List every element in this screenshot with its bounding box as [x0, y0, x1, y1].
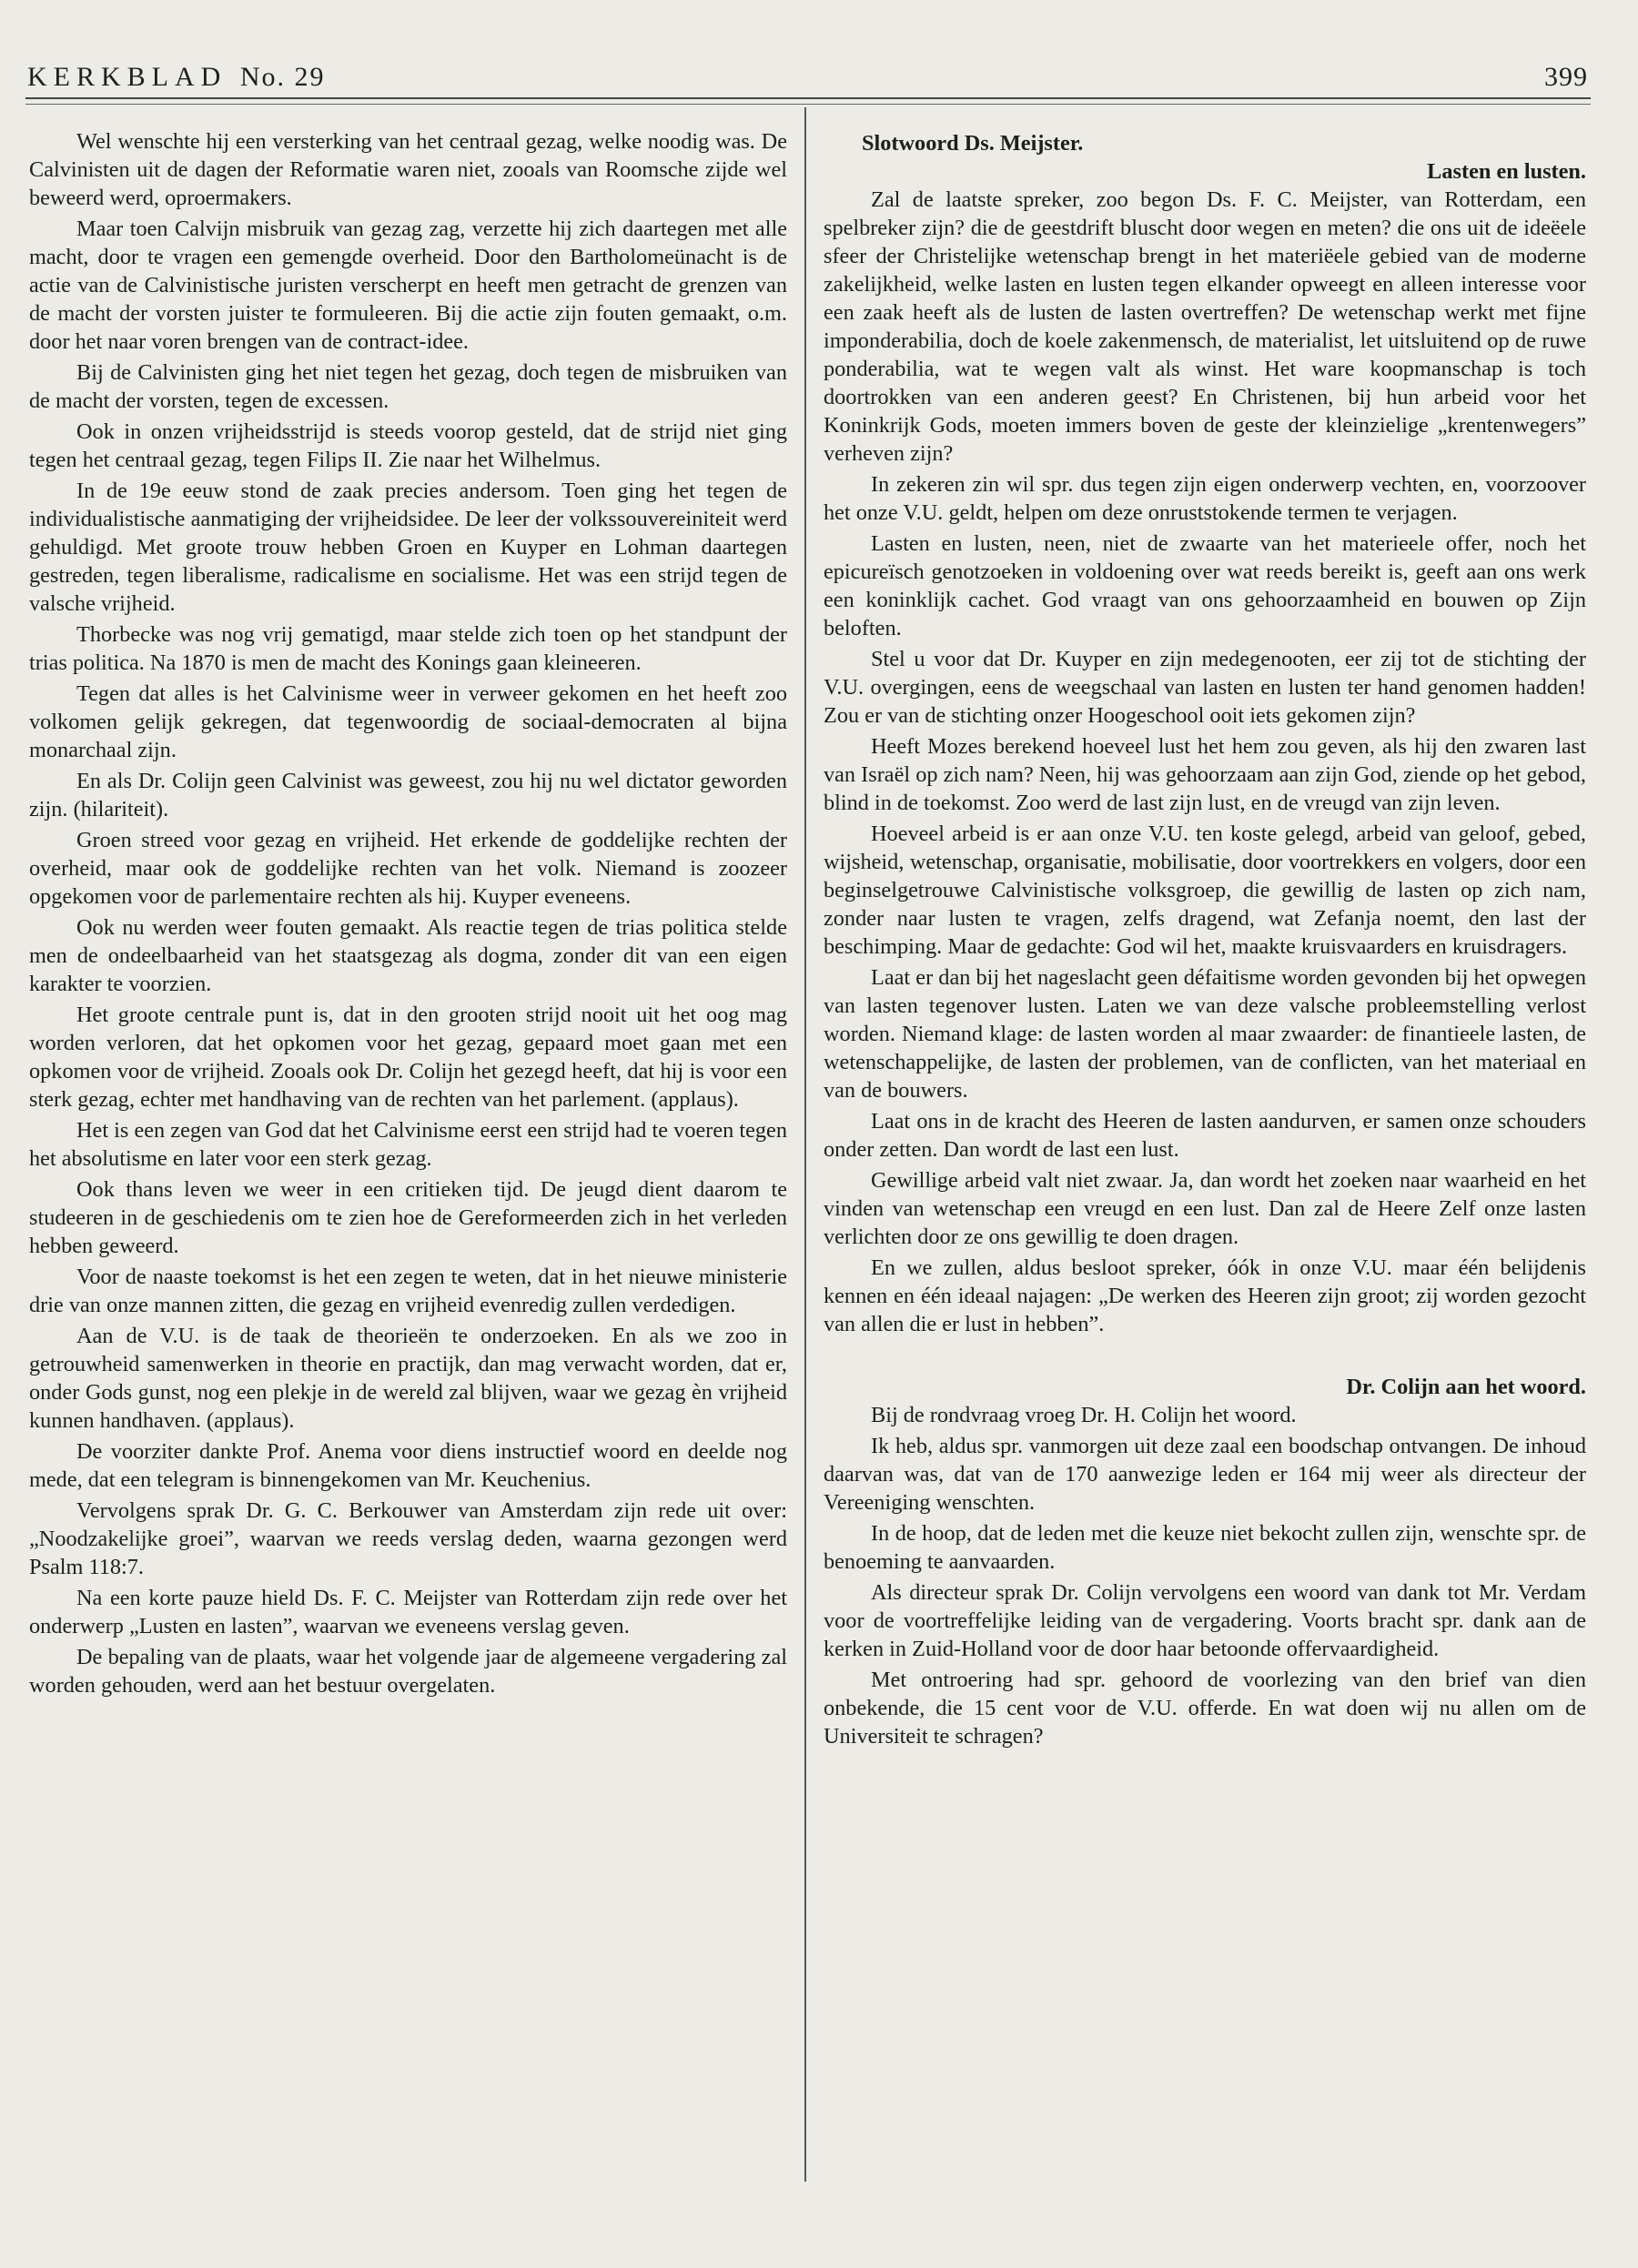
paragraph: In zekeren zin wil spr. dus tegen zijn eigen onderwerp vechten, en, voorzoover het onze V.U. geldt, helpen om deze onruststokende termen te verjagen.	[824, 472, 1586, 525]
issue-number: No. 29	[239, 62, 326, 92]
right-column	[824, 129, 1586, 1753]
paragraph: Stel u voor dat Dr. Kuyper en zijn medegenooten, eer zij tot de stichting der V.U. overgingen, eens de weegschaal van lasten en lusten ter hand genomen hadden! Zou er van de stichting onzer Hoogeschool ooit iets gekomen zijn?	[824, 647, 1586, 728]
paragraph: Na een korte pauze hield Ds. F. C. Meijster van Rotterdam zijn rede over het onderwerp „Lusten en lasten”, waarvan we eveneens verslag geven.	[29, 1586, 787, 1638]
publication-title: KERKBLAD	[27, 62, 228, 92]
paragraph: Zal de laatste spreker, zoo begon Ds. F. C. Meijster, van Rotterdam, een spelbreker zijn? die de geestdrift bluscht door wegen en meten? die ons uit de ideëele sfeer der Christelijke wetenschap brengt in het materiëele gebied van de moderne zakelijkheid, welke lasten en lusten tegen elkander opweegt en alleen interesse voor een zaak heeft als de lusten de lasten overtreffen? De wetenschap werkt met fijne imponderabilia, doch de koele zakenmensch, de materialist, let uitsluitend op de ruwe ponderabilia, wat te wegen valt als winst. Het ware koopmanschap is toch doortrokken van een anderen geest? En Christenen, bij hun arbeid voor het Koninkrijk Gods, moeten immers boven de geste der kleinzielige „krentenwegers” verheven zijn?	[824, 187, 1586, 466]
paragraph: In de 19e eeuw stond de zaak precies andersom. Toen ging het tegen de individualistische aanmatiging der vrijheidsidee. De leer der volkssouvereiniteit werd gehuldigd. Met groote trouw hebben Groen en Kuyper en Lohman daartegen gestreden, tegen liberalisme, radicalisme en socialisme. Het was een strijd tegen de valsche vrijheid.	[29, 479, 787, 616]
paragraph: Als directeur sprak Dr. Colijn vervolgens een woord van dank tot Mr. Verdam voor de voortreffelijke leiding van de vergadering. Voorts bracht spr. dank aan de kerken in Zuid-Holland voor de door haar betoonde offervaardigheid.	[824, 1580, 1586, 1661]
paragraph: Het groote centrale punt is, dat in den grooten strijd nooit uit het oog mag worden verloren, dat het opkomen voor het gezag, gepaard moet gaan met een opkomen voor de vrijheid. Zooals ook Dr. Colijn het gezegd heeft, dat hij is voor een sterk gezag, echter met handhaving van de rechten van het parlement. (applaus).	[29, 1003, 787, 1112]
section-heading-slotwoord: Slotwoord Ds. Meijster.	[862, 131, 1084, 156]
paragraph: De bepaling van de plaats, waar het volgende jaar de algemeene vergadering zal worden gehouden, werd aan het bestuur overgelaten.	[29, 1645, 787, 1698]
paragraph: De voorziter dankte Prof. Anema voor diens instructief woord en deelde nog mede, dat een telegram is binnengekomen van Mr. Keuchenius.	[29, 1439, 787, 1492]
paragraph: Bij de Calvinisten ging het niet tegen het gezag, doch tegen de misbruiken van de macht der vorsten, tegen de excessen.	[29, 360, 787, 413]
paragraph: Heeft Mozes berekend hoeveel lust het hem zou geven, als hij den zwaren last van Israël op zich nam? Neen, hij was gehoorzaam aan zijn God, ziende op het gebod, blind in de toekomst. Zoo werd de last zijn lust, en de vreugd van zijn leven.	[824, 734, 1586, 815]
paragraph: Ik heb, aldus spr. vanmorgen uit deze zaal een boodschap ontvangen. De inhoud daarvan was, dat van de 170 aanwezige leden er 164 mij weer als directeur der Vereeniging wenschten.	[824, 1434, 1586, 1515]
paragraph: Vervolgens sprak Dr. G. C. Berkouwer van Amsterdam zijn rede uit over: „Noodzakelijke groei”, waarvan we reeds verslag deden, waarna gezongen werd Psalm 118:7.	[29, 1498, 787, 1579]
paragraph: Laat er dan bij het nageslacht geen défaitisme worden gevonden bij het opwegen van lasten tegenover lusten. Laten we van deze valsche probleemstelling verlost worden. Niemand klage: de lasten worden al maar zwaarder: de finantieele lasten, de wetenschappelijke, de lasten der problemen, van de conflicten, van het materiaal en van de bouwers.	[824, 965, 1586, 1103]
paragraph: Met ontroering had spr. gehoord de voorlezing van den brief van dien onbekende, die 15 cent voor de V.U. offerde. En wat doen wij nu allen om de Universiteit te schragen?	[824, 1668, 1586, 1749]
paragraph: In de hoop, dat de leden met die keuze niet bekocht zullen zijn, wenschte spr. de benoeming te aanvaarden.	[824, 1521, 1586, 1574]
paragraph: Voor de naaste toekomst is het een zegen te weten, dat in het nieuwe ministerie drie van onze mannen zitten, die gezag en vrijheid evenredig zullen verdedigen.	[29, 1265, 787, 1317]
page-header	[27, 62, 1588, 98]
running-head	[27, 62, 326, 93]
paragraph: Lasten en lusten, neen, niet de zwaarte van het materieele offer, noch het epicureïsch genotzoeken in voldoening over wat reeds bereikt is, geeft aan ons werk een koninklijk cachet. God vraagt van ons gehoorzaamheid en bouwen op Zijn beloften.	[824, 531, 1586, 640]
paragraph: Groen streed voor gezag en vrijheid. Het erkende de goddelijke rechten der overheid, maar ook de goddelijke rechten van het volk. Niemand is zoozeer opgekomen voor de parlementaire rechten als hij. Kuyper eveneens.	[29, 828, 787, 909]
paragraph: En als Dr. Colijn geen Calvinist was geweest, zou hij nu wel dictator geworden zijn. (hilariteit).	[29, 769, 787, 822]
left-column	[29, 127, 787, 1702]
paragraph: En we zullen, aldus besloot spreker, óók in onze V.U. maar één belijdenis kennen en één ideaal najagen: „De werken des Heeren zijn groot; zij worden gezocht van allen die er lust in hebben”.	[824, 1255, 1586, 1336]
paragraph: Ook in onzen vrijheidsstrijd is steeds voorop gesteld, dat de strijd niet ging tegen het centraal gezag, tegen Filips II. Zie naar het Wilhelmus.	[29, 419, 787, 472]
page-number: 399	[1544, 62, 1588, 92]
paragraph: Maar toen Calvijn misbruik van gezag zag, verzette hij zich daartegen met alle macht, door te vragen een gemengde overheid. Door den Bartholomeünacht is de actie van de Calvinistische juristen verscherpt en heeft men getracht de grenzen van de macht der vorsten juister te formuleeren. Bij die actie zijn fouten gemaakt, o.m. door het naar voren brengen van de contract-idee.	[29, 217, 787, 354]
section-subheading-lasten: Lasten en lusten.	[1427, 159, 1586, 184]
column-divider	[804, 107, 806, 2182]
paragraph: Wel wenschte hij een versterking van het centraal gezag, welke noodig was. De Calvinisten uit de dagen der Reformatie waren niet, zooals van Roomsche zijde wel beweerd werd, oproermakers.	[29, 129, 787, 210]
paragraph: Gewillige arbeid valt niet zwaar. Ja, dan wordt het zoeken naar waarheid en het vinden van wetenschap een vreugd en een lust. Dan zal de Heere Zelf onze lasten verlichten door ze ons gewillig te doen dragen.	[824, 1168, 1586, 1249]
paragraph: Thorbecke was nog vrij gematigd, maar stelde zich toen op het standpunt der trias politica. Na 1870 is men de macht des Konings gaan kleineeren.	[29, 622, 787, 675]
paragraph: Aan de V.U. is de taak de theorieën te onderzoeken. En als we zoo in getrouwheid samenwerken in theorie en practijk, dan mag verwacht worden, dat er, onder Gods gunst, nog een plekje in de wereld zal blijven, waar we gezag èn vrijheid kunnen handhaven. (applaus).	[29, 1324, 787, 1433]
paragraph: Hoeveel arbeid is er aan onze V.U. ten koste gelegd, arbeid van geloof, gebed, wijsheid, wetenschap, organisatie, mobilisatie, door voortrekkers en volgers, door een beginselgetrouwe Calvinistische volksgroep, die gewillig de lasten op zich nam, zonder naar lusten te vragen, zelfs dragend, wat Zefanja noemt, den last der beschimping. Maar de gedachte: God wil het, maakte kruisvaarders en kruisdragers.	[824, 822, 1586, 959]
paragraph: Laat ons in de kracht des Heeren de lasten aandurven, er samen onze schouders onder zetten. Dan wordt de last een lust.	[824, 1109, 1586, 1162]
header-rule	[25, 97, 1591, 105]
paragraph: Ook nu werden weer fouten gemaakt. Als reactie tegen de trias politica stelde men de ondeelbaarheid van het staatsgezag als dogma, zonder dit van een eigen karakter te voorzien.	[29, 915, 787, 996]
paragraph: Ook thans leven we weer in een critieken tijd. De jeugd dient daarom te studeeren in de geschiedenis om te zien hoe de Gereformeerden zich in het verleden hebben geweerd.	[29, 1177, 787, 1258]
paragraph: Het is een zegen van God dat het Calvinisme eerst een strijd had te voeren tegen het absolutisme en later voor een sterk gezag.	[29, 1118, 787, 1171]
section-heading-colijn: Dr. Colijn aan het woord.	[1346, 1375, 1586, 1399]
paragraph: Bij de rondvraag vroeg Dr. H. Colijn het woord.	[871, 1403, 1297, 1427]
paragraph: Tegen dat alles is het Calvinisme weer in verweer gekomen en het heeft zoo volkomen gelijk gekregen, dat tegenwoordig de sociaal-democraten al bijna monarchaal zijn.	[29, 681, 787, 762]
